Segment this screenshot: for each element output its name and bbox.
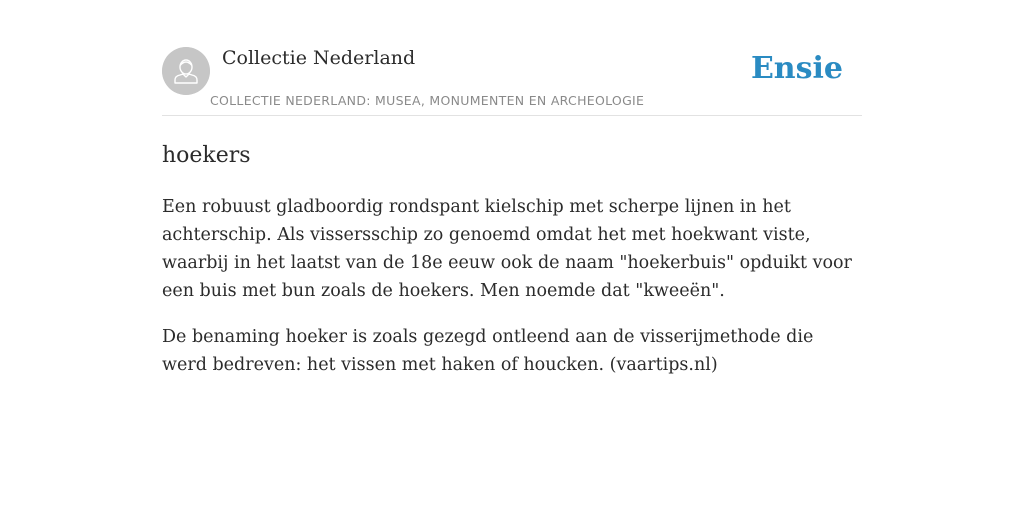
avatar[interactable]	[162, 47, 210, 95]
brand-logo[interactable]: Ensie	[750, 51, 843, 86]
author-subtitle: COLLECTIE NEDERLAND: MUSEA, MONUMENTEN EN ARCHEOLOGIE	[210, 93, 645, 108]
user-silhouette-icon	[162, 47, 210, 95]
entry-header	[162, 40, 862, 116]
entry-body	[162, 193, 862, 379]
author-name[interactable]: Collectie Nederland	[222, 47, 416, 69]
entry-card	[162, 40, 862, 379]
entry-term: hoekers	[162, 143, 251, 168]
entry-paragraph: Een robuust gladboordig rondspant kielschip met scherpe lijnen in het achterschip. Als vissersschip zo genoemd omdat het met hoekwant viste, waarbij in het laatst van de 18e eeuw ook de naam "hoekerbuis" opduikt voor een buis met bun zoals de hoekers. Men noemde dat "kweeën".	[162, 197, 852, 301]
entry-paragraph: De benaming hoeker is zoals gezegd ontleend aan de visserijmethode die werd bedreven: het vissen met haken of houcken. (vaartips.nl)	[162, 327, 814, 375]
